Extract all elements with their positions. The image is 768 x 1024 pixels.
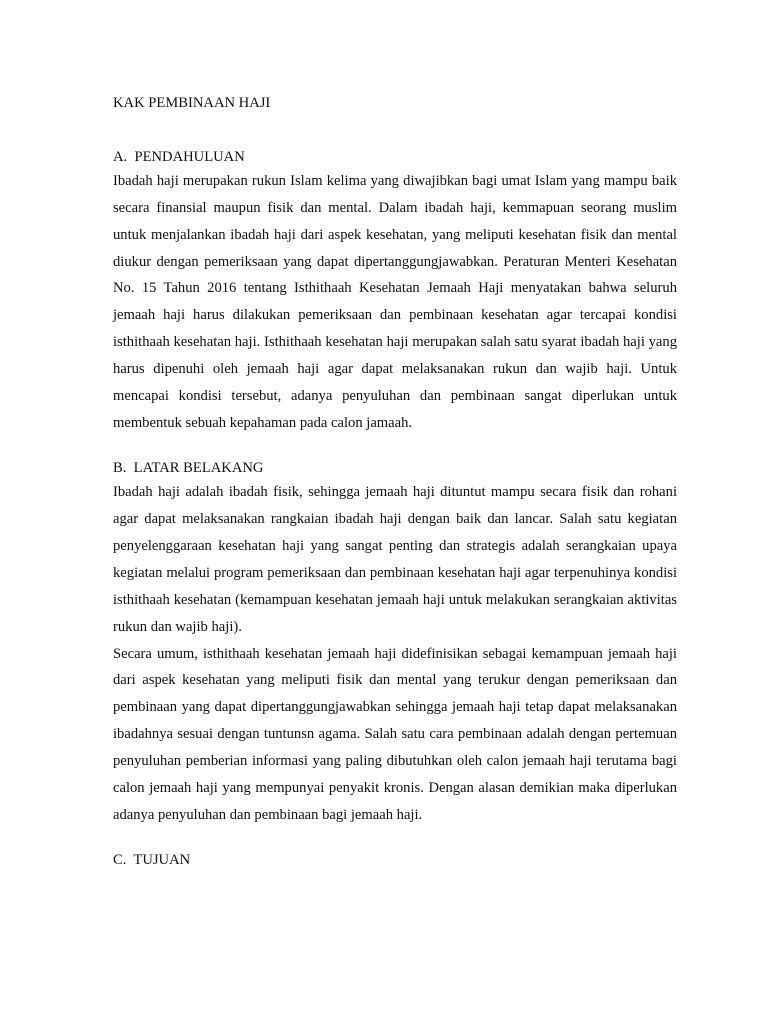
paragraph-latar-belakang-1: Ibadah haji adalah ibadah fisik, sehingga jemaah haji dituntut mampu secara fisik dan rohani agar dapat melaksanakan rangkaian ibadah haji dengan baik dan lancar. Salah satu kegiatan penyelenggaraan kesehatan haji yang sangat penting dan strategis adalah serangkaian upaya kegiatan melalui program pemeriksaan dan pembinaan kesehatan haji agar terpenuhinya kondisi isthithaah kesehatan (kemampuan kesehatan jemaah haji untuk melakukan serangkaian aktivitas rukun dan wajib haji). [113, 484, 677, 635]
document-title: KAK PEMBINAAN HAJI [113, 95, 271, 111]
paragraph-latar-belakang-2: Secara umum, isthithaah kesehatan jemaah haji didefinisikan sebagai kemampuan jemaah haji dari aspek kesehatan yang meliputi fisik dan mental yang terukur dengan pemeriksaan dan pembinaan yang dapat dipertanggungjawabkan sehingga jemaah haji tetap dapat melaksanakan ibadahnya sesuai dengan tuntunsn agama. Salah satu cara pembinaan adalah dengan pertemuan penyuluhan pemberian informasi yang paling dibutuhkan oleh calon jemaah haji terutama bagi calon jemaah haji yang mempunyai penyakit kronis. Dengan alasan demikian maka diperlukan adanya penyuluhan dan pembinaan bagi jemaah haji. [113, 645, 677, 823]
paragraph-pendahuluan: Ibadah haji merupakan rukun Islam kelima yang diwajibkan bagi umat Islam yang mampu baik secara finansial maupun fisik dan mental. Dalam ibadah haji, kemmapuan seorang muslim untuk menjalankan ibadah haji dari aspek kesehatan, yang meliputi kesehatan fisik dan mental diukur dengan pemeriksaan yang dapat dipertanggungjawabkan. Peraturan Menteri Kesehatan No. 15 Tahun 2016 tentang Isthithaah Kesehatan Jemaah Haji menyatakan bahwa seluruh jemaah haji harus dilakukan pemeriksaan dan pembinaan kesehatan agar tercapai kondisi isthithaah kesehatan haji. Isthithaah kesehatan haji merupakan salah satu syarat ibadah haji yang harus dipenuhi oleh jemaah haji agar dapat melaksanakan rukun dan wajib haji. Untuk mencapai kondisi tersebut, adanya penyuluhan dan pembinaan sangat diperlukan untuk membentuk sebuah kepahaman pada calon jamaah. [113, 173, 677, 431]
section-heading-pendahuluan: A. PENDAHULUAN [113, 149, 245, 165]
section-heading-latar-belakang: B. LATAR BELAKANG [113, 460, 264, 477]
document-page [113, 94, 677, 869]
section-heading-tujuan: C. TUJUAN [113, 852, 191, 869]
